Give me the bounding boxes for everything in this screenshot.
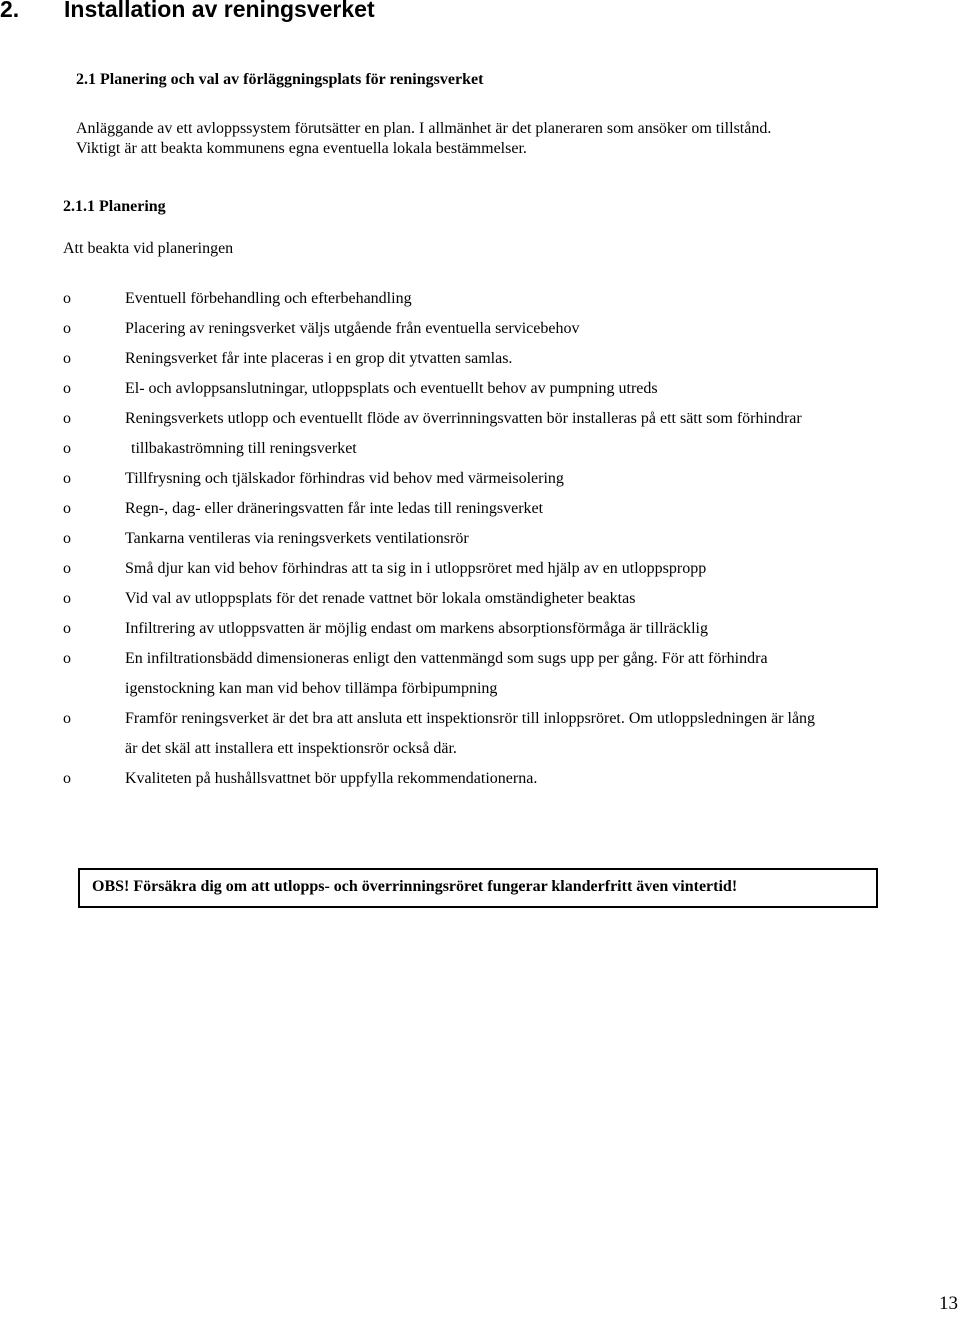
bullet-marker: o bbox=[63, 440, 71, 457]
bullet-marker: o bbox=[63, 470, 71, 487]
intro-paragraph bbox=[76, 119, 771, 159]
list-item-continuation: igenstockning kan man vid behov tillämpa förbipumpning bbox=[125, 680, 498, 697]
list-item-text: Reningsverket får inte placeras i en grop dit ytvatten samlas. bbox=[125, 350, 513, 367]
chapter-heading bbox=[0, 0, 375, 23]
bullet-marker: o bbox=[63, 320, 71, 337]
bullet-marker: o bbox=[63, 770, 71, 787]
intro-line: Anläggande av ett avloppssystem förutsätter en plan. I allmänhet är det planeraren som ansöker om tillstånd. bbox=[76, 120, 772, 137]
bullet-marker: o bbox=[63, 650, 71, 667]
bullet-marker: o bbox=[63, 290, 71, 307]
list-item-text: tillbakaströmning till reningsverket bbox=[131, 440, 357, 457]
bullet-marker: o bbox=[63, 530, 71, 547]
list-item-text: Infiltrering av utloppsvatten är möjlig endast om markens absorptionsförmåga är tillräcklig bbox=[125, 620, 708, 637]
bullet-marker: o bbox=[63, 350, 71, 367]
list-item bbox=[0, 320, 960, 350]
list-item-text: Tankarna ventileras via reningsverkets ventilationsrör bbox=[125, 530, 469, 547]
list-item bbox=[0, 380, 960, 410]
list-item-text: Eventuell förbehandling och efterbehandling bbox=[125, 290, 412, 307]
list-item-text: El- och avloppsanslutningar, utloppsplats och eventuellt behov av pumpning utreds bbox=[125, 380, 658, 397]
list-item bbox=[0, 650, 960, 680]
list-item-text: Regn-, dag- eller dräneringsvatten får inte ledas till reningsverket bbox=[125, 500, 544, 517]
bullet-marker: o bbox=[63, 560, 71, 577]
list-item-text: Placering av reningsverket väljs utgående från eventuella servicebehov bbox=[125, 320, 580, 337]
bullet-marker: o bbox=[63, 410, 71, 427]
subsection-heading: 2.1.1 Planering bbox=[63, 198, 166, 215]
list-item bbox=[0, 620, 960, 650]
list-item bbox=[0, 770, 960, 800]
bullet-marker: o bbox=[63, 590, 71, 607]
list-item-text: Framför reningsverket är det bra att ansluta ett inspektionsrör till inloppsröret. Om utloppsledningen är lång bbox=[125, 710, 816, 727]
list-item bbox=[0, 350, 960, 380]
bullet-marker: o bbox=[63, 710, 71, 727]
list-item-text: Tillfrysning och tjälskador förhindras vid behov med värmeisolering bbox=[125, 470, 564, 487]
list-item bbox=[0, 560, 960, 590]
notice-box bbox=[78, 868, 878, 908]
page-number: 13 bbox=[939, 1293, 958, 1314]
list-item bbox=[0, 290, 960, 320]
list-item bbox=[0, 440, 960, 470]
chapter-number: 2. bbox=[0, 0, 20, 22]
list-lead-text: Att beakta vid planeringen bbox=[63, 240, 234, 257]
list-item-text: Reningsverkets utlopp och eventuellt flöde av överrinningsvatten bör installeras på ett sätt som förhindrar bbox=[125, 410, 802, 427]
bullet-marker: o bbox=[63, 380, 71, 397]
list-item bbox=[0, 590, 960, 620]
list-item bbox=[0, 470, 960, 500]
list-item-text: Små djur kan vid behov förhindras att ta sig in i utloppsröret med hjälp av en utloppspropp bbox=[125, 560, 707, 577]
chapter-title: Installation av reningsverket bbox=[64, 0, 375, 22]
intro-line: Viktigt är att beakta kommunens egna eventuella lokala bestämmelser. bbox=[76, 140, 527, 157]
list-item bbox=[0, 710, 960, 740]
section-heading: 2.1 Planering och val av förläggningsplats för reningsverket bbox=[76, 71, 484, 88]
list-item bbox=[0, 500, 960, 530]
bullet-marker: o bbox=[63, 500, 71, 517]
bullet-marker: o bbox=[63, 620, 71, 637]
list-item bbox=[0, 530, 960, 560]
list-item bbox=[0, 410, 960, 440]
list-item-continuation: är det skäl att installera ett inspektionsrör också där. bbox=[125, 740, 457, 757]
list-item-text: Kvaliteten på hushållsvattnet bör uppfylla rekommendationerna. bbox=[125, 770, 538, 787]
list-item-text: En infiltrationsbädd dimensioneras enligt den vattenmängd som sugs upp per gång. För att förhindra bbox=[125, 650, 768, 667]
list-item-text: Vid val av utloppsplats för det renade vattnet bör lokala omständigheter beaktas bbox=[125, 590, 636, 607]
notice-text: OBS! Försäkra dig om att utlopps- och överrinningsröret fungerar klanderfritt även vintertid! bbox=[92, 878, 738, 895]
